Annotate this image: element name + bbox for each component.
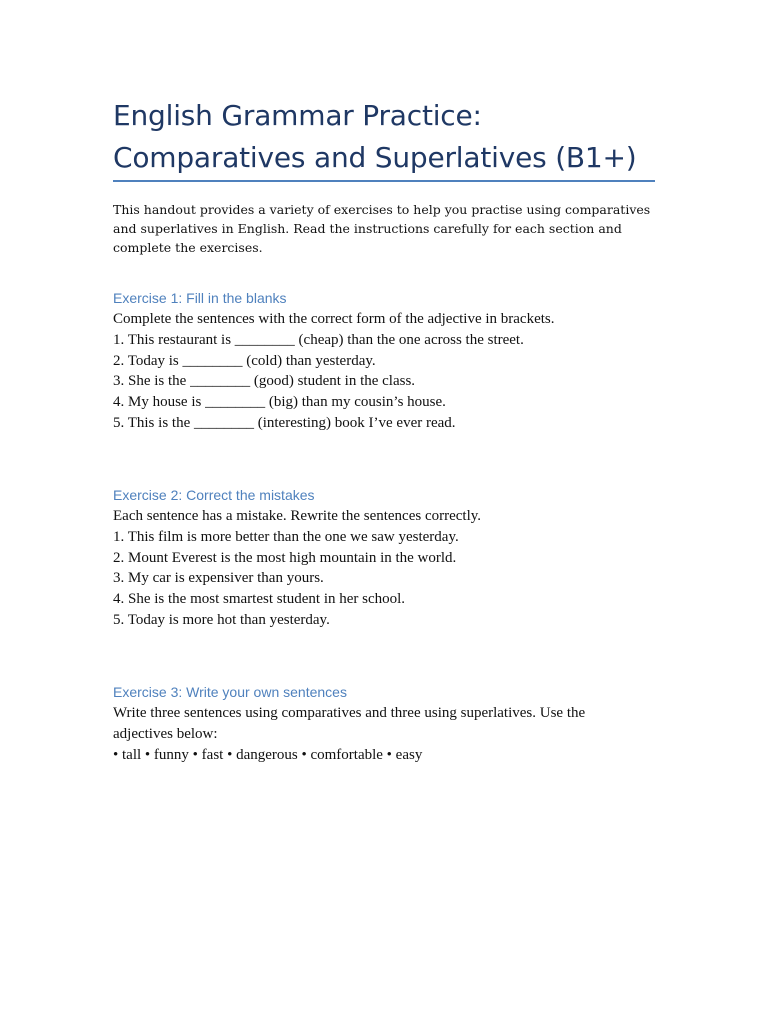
exercise-1-item: 2. Today is ________ (cold) than yesterday. bbox=[113, 352, 376, 369]
exercise-3-section bbox=[113, 681, 673, 765]
exercise-1-item: 1. This restaurant is ________ (cheap) than the one across the street. bbox=[113, 331, 524, 348]
exercise-2-item: 5. Today is more hot than yesterday. bbox=[113, 611, 330, 628]
intro-paragraph: This handout provides a variety of exercises to help you practise using comparatives and superlatives in English. Read the instructions carefully for each section and complete the exercises. bbox=[113, 202, 651, 255]
exercise-2-section bbox=[113, 484, 673, 631]
exercise-1-item: 5. This is the ________ (interesting) book I’ve ever read. bbox=[113, 414, 456, 431]
exercise-3-heading: Exercise 3: Write your own sentences bbox=[113, 684, 347, 700]
exercise-3-instruction: Write three sentences using comparatives and three using superlatives. Use the adjectives below: bbox=[113, 705, 586, 742]
exercise-1-heading: Exercise 1: Fill in the blanks bbox=[113, 290, 287, 306]
exercise-1-section bbox=[113, 287, 673, 434]
exercise-1-instruction: Complete the sentences with the correct form of the adjective in brackets. bbox=[113, 311, 555, 327]
page-title bbox=[113, 95, 655, 179]
exercise-2-item: 2. Mount Everest is the most high mountain in the world. bbox=[113, 549, 457, 566]
exercise-2-instruction: Each sentence has a mistake. Rewrite the sentences correctly. bbox=[113, 508, 482, 524]
exercise-2-item: 3. My car is expensiver than yours. bbox=[113, 570, 324, 587]
adjective-list: • tall • funny • fast • dangerous • comfortable • easy bbox=[113, 746, 423, 763]
exercise-2-item: 4. She is the most smartest student in her school. bbox=[113, 591, 406, 608]
title-divider bbox=[113, 180, 655, 182]
exercise-2-heading: Exercise 2: Correct the mistakes bbox=[113, 487, 315, 503]
title-line-2: Comparatives and Superlatives (B1+) bbox=[113, 141, 637, 174]
title-line-1: English Grammar Practice: bbox=[113, 99, 482, 132]
exercise-2-item: 1. This film is more better than the one we saw yesterday. bbox=[113, 528, 459, 545]
exercise-1-item: 4. My house is ________ (big) than my cousin’s house. bbox=[113, 394, 446, 411]
exercise-1-item: 3. She is the ________ (good) student in the class. bbox=[113, 373, 416, 390]
